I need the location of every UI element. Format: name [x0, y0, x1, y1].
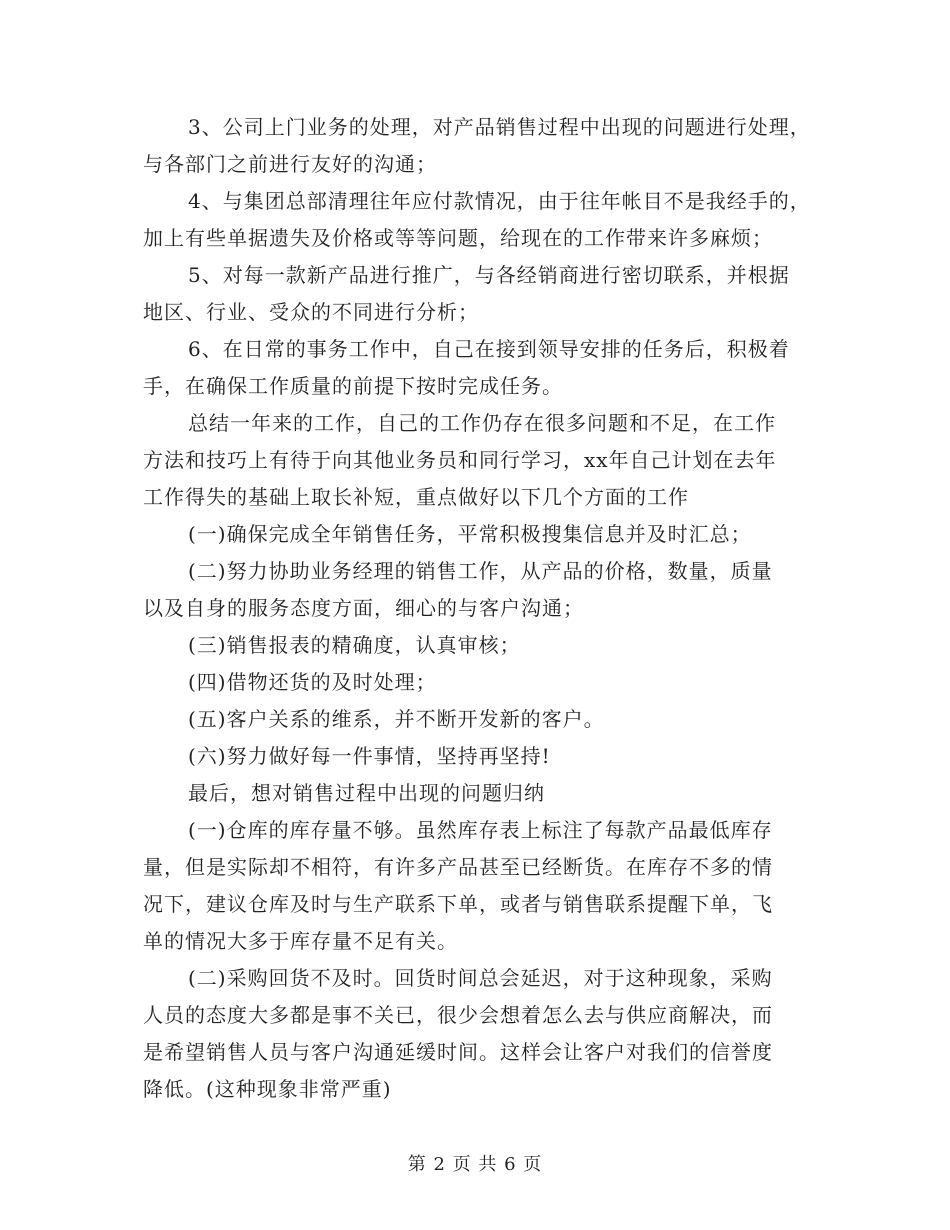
- paragraph-line: 地区、行业、受众的不同进行分析；: [143, 300, 479, 324]
- paragraph-line: 最后，想对销售过程中出现的问题归纳: [188, 781, 545, 805]
- list-item: (三)销售报表的精确度，认真审核；: [188, 633, 521, 657]
- paragraph-line: 工作得失的基础上取长补短，重点做好以下几个方面的工作: [143, 485, 689, 509]
- paragraph-line: 量，但是实际却不相符，有许多产品甚至已经断货。在库存不多的情: [143, 855, 773, 879]
- paragraph-line: 方法和技巧上有待于向其他业务员和同行学习，xx年自己计划在去年: [143, 448, 777, 472]
- paragraph-line: 3、公司上门业务的处理，对产品销售过程中出现的问题进行处理，: [188, 115, 811, 139]
- paragraph-line: 6、在日常的事务工作中，自己在接到领导安排的任务后，积极着: [188, 337, 790, 361]
- paragraph-line: 手，在确保工作质量的前提下按时完成任务。: [143, 374, 563, 398]
- paragraph-line: 降低。(这种现象非常严重): [143, 1077, 392, 1101]
- paragraph-line: 人员的态度大多都是事不关已，很少会想着怎么去与供应商解决，而: [143, 1003, 773, 1027]
- paragraph-line: 单的情况大多于库存量不足有关。: [143, 929, 458, 953]
- list-item: (五)客户关系的维系，并不断开发新的客户。: [188, 707, 605, 731]
- paragraph-line: 是希望销售人员与客户沟通延缓时间。这样会让客户对我们的信誉度: [143, 1040, 773, 1064]
- paragraph-line: 总结一年来的工作，自己的工作仍存在很多问题和不足，在工作: [188, 411, 776, 435]
- page-number-footer: 第 2 页 共 6 页: [407, 1154, 543, 1175]
- paragraph-line: 况下，建议仓库及时与生产联系下单，或者与销售联系提醒下单，飞: [143, 892, 773, 916]
- paragraph-line: 加上有些单据遗失及价格或等等问题，给现在的工作带来许多麻烦；: [143, 226, 773, 250]
- paragraph-line: 以及自身的服务态度方面，细心的与客户沟通；: [143, 596, 584, 620]
- paragraph-line: 与各部门之前进行友好的沟通；: [143, 152, 437, 176]
- list-item: (一)仓库的库存量不够。虽然库存表上标注了每款产品最低库存: [188, 818, 773, 842]
- paragraph-line: 4、与集团总部清理往年应付款情况，由于往年帐目不是我经手的，: [188, 189, 811, 213]
- list-item: (二)采购回货不及时。回货时间总会延迟，对于这种现象，采购: [188, 966, 773, 990]
- list-item: (二)努力协助业务经理的销售工作，从产品的价格，数量，质量: [188, 559, 773, 583]
- list-item: (四)借物还货的及时处理；: [188, 670, 437, 694]
- paragraph-line: 5、对每一款新产品进行推广，与各经销商进行密切联系，并根据: [188, 263, 790, 287]
- list-item: (一)确保完成全年销售任务，平常积极搜集信息并及时汇总；: [188, 522, 752, 546]
- list-item: (六)努力做好每一件事情，坚持再坚持!: [188, 744, 551, 768]
